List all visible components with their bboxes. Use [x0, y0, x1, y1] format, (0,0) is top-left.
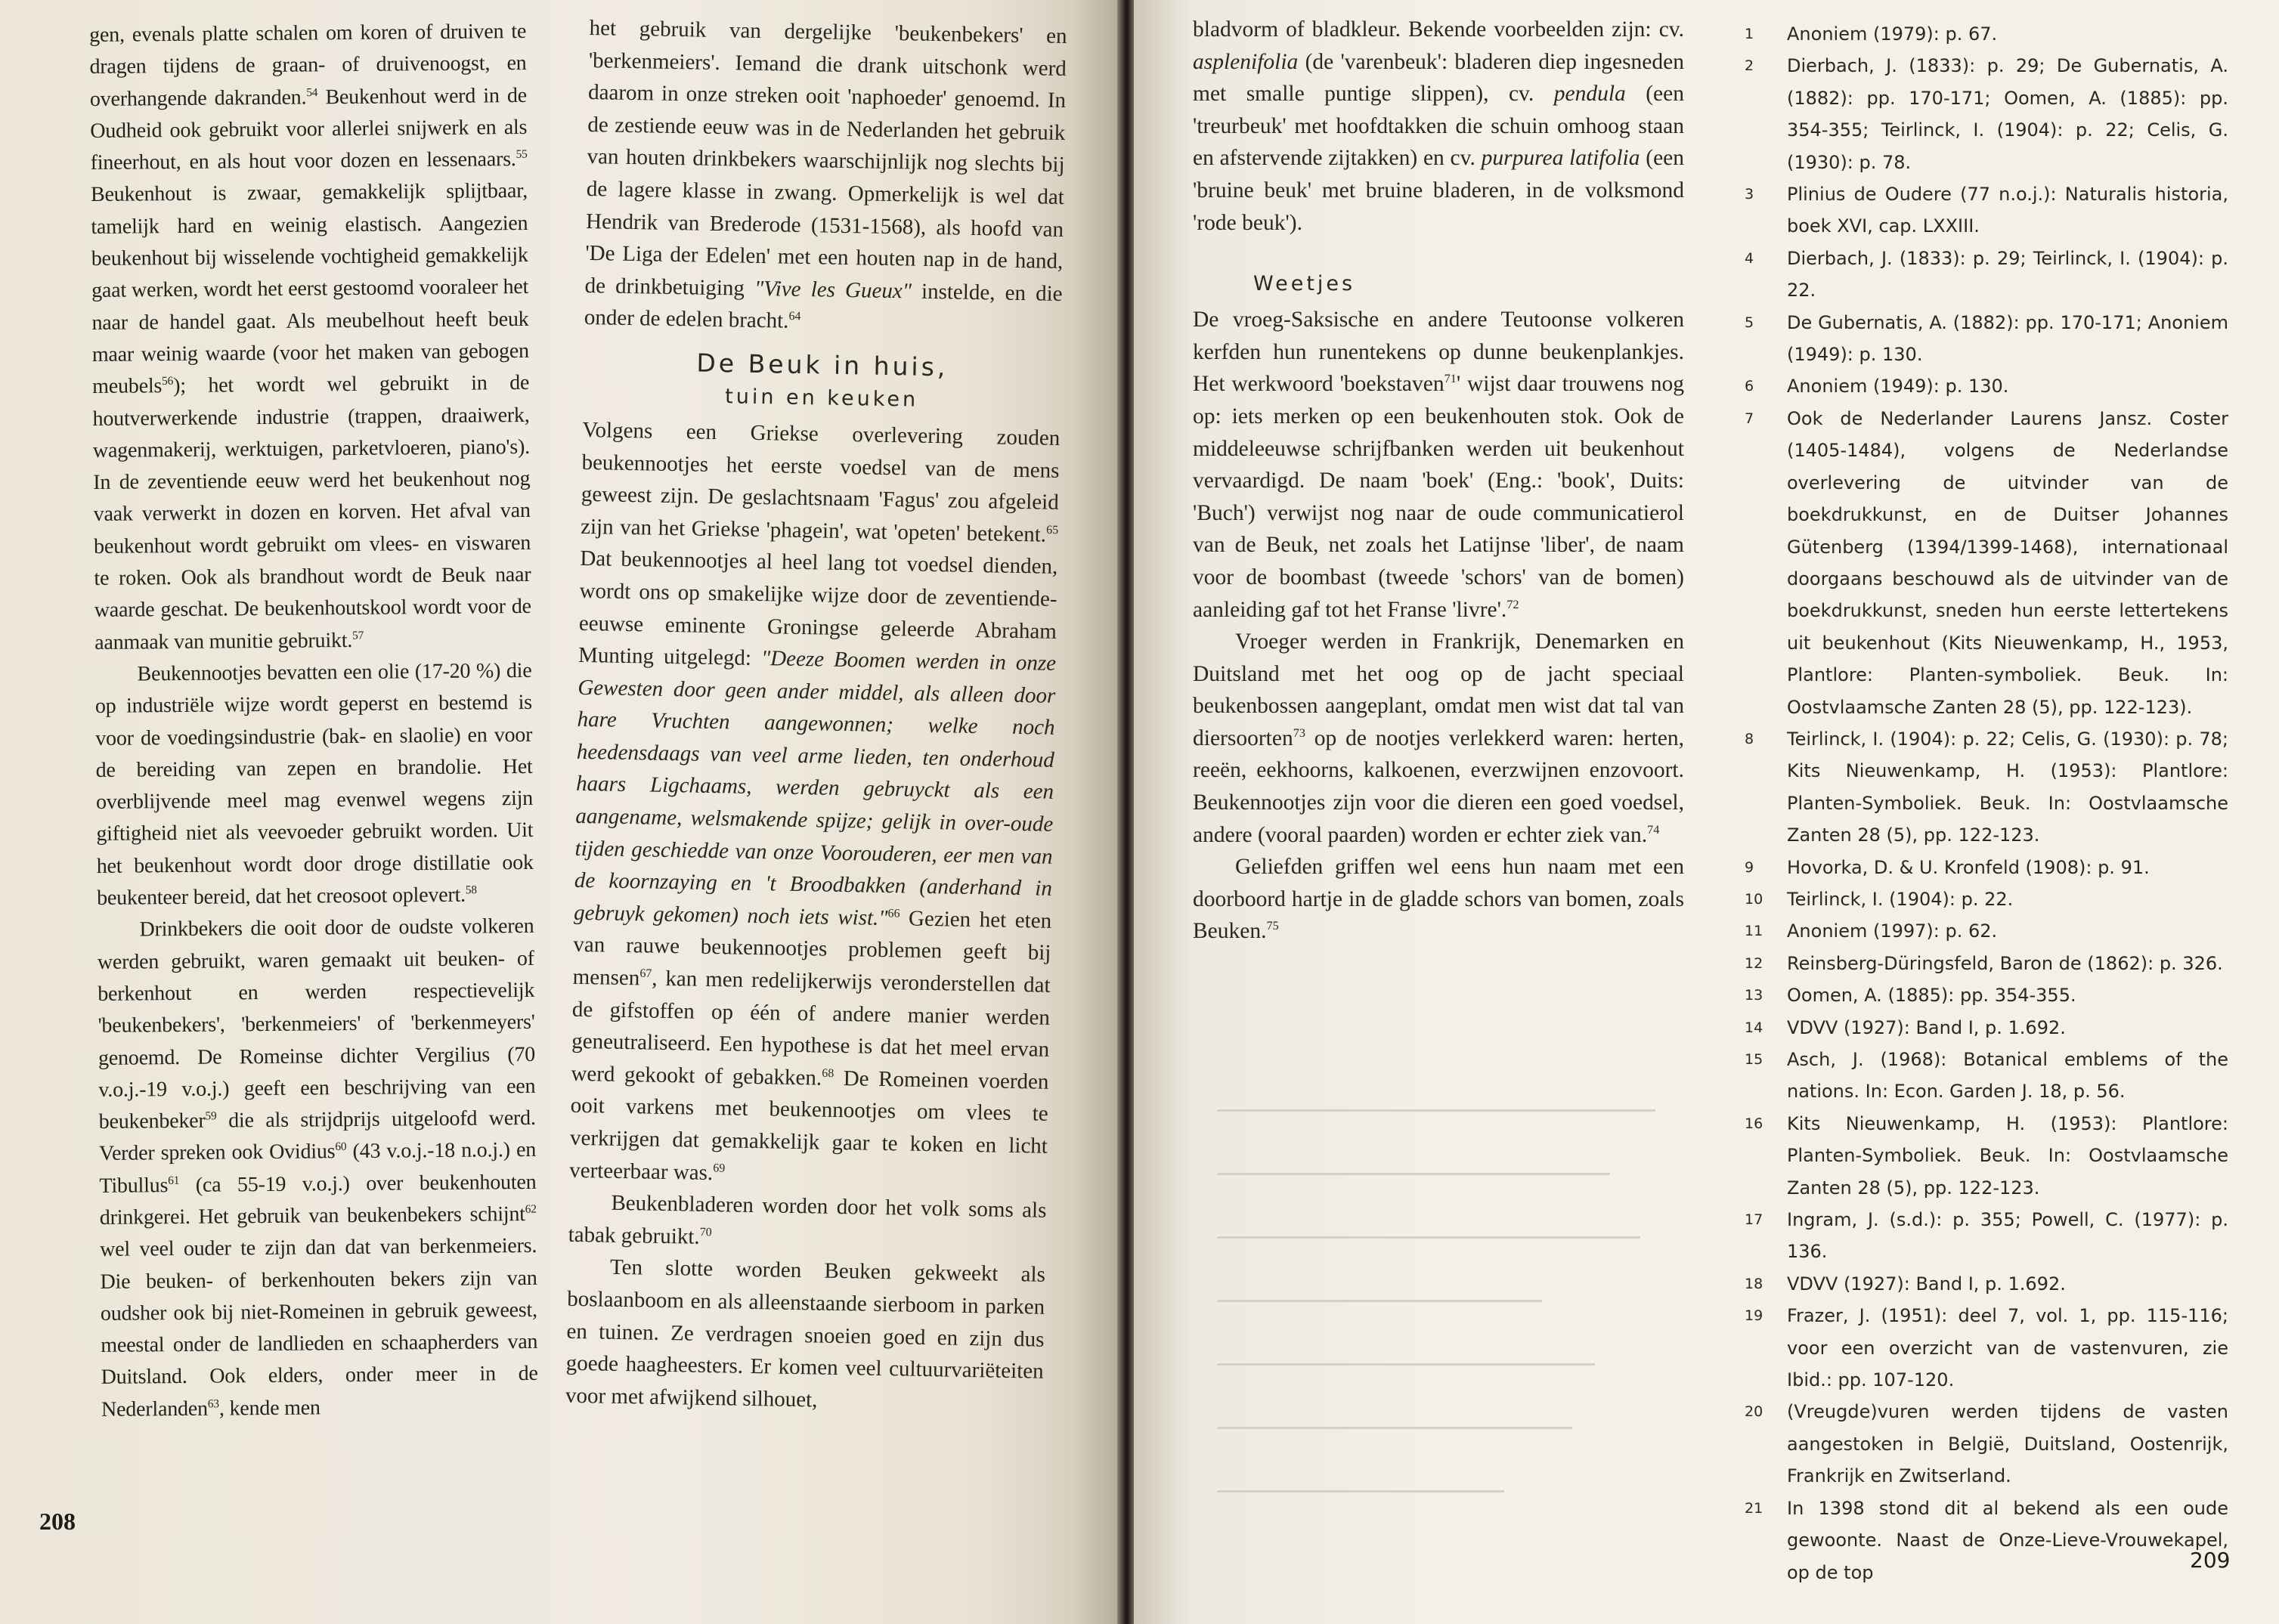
- paragraph-intro: [584, 12, 1067, 342]
- paragraph-text: Geliefden griffen wel eens hun naam met een doorboord hartje in de gladde schors van bomen, zoals Beuken.: [1193, 855, 1684, 944]
- section-heading: [583, 345, 1061, 419]
- bleed-through-line: [1217, 1427, 1572, 1429]
- cultivar-name: pendula: [1553, 82, 1626, 107]
- book-gutter: [1117, 0, 1134, 1624]
- footnote-number: 10: [1745, 890, 1763, 908]
- bleed-through-line: [1217, 1236, 1640, 1239]
- bleed-through-line: [1217, 1490, 1504, 1493]
- footnote-number: 17: [1745, 1211, 1763, 1229]
- paragraph: [1193, 304, 1684, 626]
- footnote-text: Ook de Nederlander Laurens Jansz. Coster (1405-1484), volgens de Nederlandse overlevering de uitvinder van de boekdrukkunst, en de Duitser Johannes Gütenberg (1394/1399-1468), internationaal doorgaans beschouwd als de uitvinder van de boekdrukkunst, sneden hun eerste lettertekens uit beukenhout (Kits Nieuwenkamp, H., 1953, Plantlore: Planten-symboliek. Beuk. In: Oostvlaamsche Zanten 28 (5), pp. 122-123).: [1787, 407, 2228, 718]
- bleed-through-line: [1217, 1173, 1610, 1175]
- footnote-ref: 73: [1293, 726, 1305, 741]
- paragraph-text: (ca 55-19 v.o.j.) over beukenhouten drinkgerei. Het gebruik van beukenbekers schijnt: [99, 1170, 537, 1230]
- paragraph-text: (de 'varenbeuk': bladeren diep ingesneden met smalle puntige slippen), cv.: [1193, 49, 1684, 107]
- footnote-text: Frazer, J. (1951): deel 7, vol. 1, pp. 115-116; voor een overzicht van de vastenvuren, zie Ibid.: pp. 107-120.: [1787, 1305, 2228, 1391]
- paragraph-text: (een 'bruine beuk' met bruine bladeren, in de volksmond 'rode beuk').: [1193, 146, 1684, 235]
- bleed-through-line: [1217, 1363, 1595, 1366]
- footnote-ref: 54: [306, 85, 318, 99]
- paragraph: [89, 16, 531, 659]
- footnote-text: Dierbach, J. (1833): p. 29; Teirlinck, I. (1904): p. 22.: [1787, 247, 2228, 302]
- footnote-ref: 55: [516, 147, 528, 161]
- footnote-item: [1745, 50, 2228, 178]
- paragraph-text: bladvorm of bladkleur. Bekende voorbeelden zijn: cv.: [1193, 17, 1684, 42]
- paragraph-text: Vroeger werden in Frankrijk, Denemarken en Duitsland met het oog op de jacht speciaal beukenbossen aangeplant, omdat men wist dat tal van diersoorten: [1193, 629, 1684, 750]
- paragraph-text: die als strijdprijs uitgeloofd werd. Verder spreken ook Ovidius: [98, 1106, 536, 1166]
- footnote-item: [1745, 1268, 2228, 1300]
- footnote-ref: 63: [207, 1397, 219, 1411]
- footnote-ref: 68: [822, 1066, 834, 1081]
- paragraph-text: op de nootjes verlekkerd waren: herten, reeën, eekhoorns, kalkoenen, everzwijnen enzovoort. Beukennootjes zijn voor die dieren een goed voedsel, andere (vooral paarden) worden er echter ziek van.: [1193, 725, 1684, 847]
- footnote-ref: 72: [1506, 597, 1519, 611]
- footnote-text: Anoniem (1997): p. 62.: [1787, 920, 1998, 942]
- paragraph-text: Beukenhout werd in de Oudheid ook gebruikt voor allerlei snijwerk en als fineerhout, en als hout voor dozen en lessenaars.: [90, 83, 528, 175]
- footnote-text: (Vreugde)vuren werden tijdens de vasten aangestoken in België, Duitsland, Oostenrijk, Frankrijk en Zwitserland.: [1787, 1401, 2228, 1487]
- paragraph-text: , kende men: [218, 1396, 320, 1421]
- cultivar-name: asplenifolia: [1193, 49, 1299, 74]
- weetjes-heading: Weetjes: [1253, 272, 1356, 296]
- paragraph-text: Beukenhout is zwaar, gemakkelijk splijtbaar, tamelijk hard en weinig elastisch. Aangezien beukenhout bij wisselende vochtigheid gemakkelijk gaat werken, wordt het eerst gestoomd vooraleer het naar de handel gaat. Als meubelhout heeft beuk maar weinig waarde (voor het maken van gebogen meubels: [90, 179, 529, 399]
- paragraph-text: Beukenbladeren worden door het volk soms als tabak gebruikt.: [568, 1190, 1047, 1249]
- paragraph: [568, 1186, 1046, 1259]
- paragraph-text: De vroeg-Saksische en andere Teutoonse volkeren kerfden hun runentekens op dunne beukenplankjes. Het werkwoord 'boekstaven: [1193, 308, 1684, 397]
- footnote-item: [1745, 1396, 2228, 1492]
- footnote-number: 13: [1745, 987, 1763, 1004]
- footnote-item: [1745, 1204, 2228, 1268]
- page-number-left: 208: [39, 1508, 76, 1535]
- footnote-text: Kits Nieuwenkamp, H. (1953): Plantlore: Planten-Symboliek. Beuk. In: Oostvlaamsche Zanten 28 (5), pp. 122-123.: [1787, 1112, 2228, 1199]
- footnote-item: [1745, 1044, 2228, 1108]
- footnote-ref: 70: [699, 1225, 712, 1239]
- heading-line-1: De Beuk in huis,: [696, 348, 949, 382]
- footnote-number: 15: [1745, 1051, 1763, 1068]
- paragraph-text: gen, evenals platte schalen om koren of druiven te dragen tijdens de graan- of druivenoogst, en overhangende dakranden.: [89, 19, 527, 111]
- paragraph-text: Volgens een Griekse overlevering zouden beukennootjes het eerste voedsel van de mens geweest zijn. De geslachtsnaam 'Fagus' zou afgeleid zijn van het Griekse 'phagein', wat 'opeten' betekent.: [580, 417, 1061, 547]
- footnote-ref: 57: [352, 629, 364, 642]
- footnote-ref: 58: [465, 883, 477, 897]
- footnote-text: VDVV (1927): Band I, p. 1.692.: [1787, 1273, 2066, 1295]
- quotation-text: "Vive les Gueux": [754, 276, 912, 304]
- paragraph-text: Beukennootjes bevatten een olie (17-20 %) die op industriële wijze wordt geperst en bestemd is voor de voedingsindustrie (bak- en slaolie) en voor de bereiding van zepen en brandolie. Het overblijvende meel mag evenwel wegens zijn giftigheid niet als veevoeder gebruikt worden. Uit het beukenhout wordt door droge distillatie ook beukenteer bereid, dat het creosoot oplevert.: [94, 658, 534, 910]
- footnote-ref: 61: [168, 1174, 180, 1187]
- cultivar-name: purpurea latifolia: [1481, 146, 1640, 171]
- paragraph-text: Drinkbekers die ooit door de oudste volkeren werden gebruikt, waren gemaakt uit beuken- of berkenhout en werden respectievelijk 'beukenbekers', 'berkenmeiers' of 'berkenmeyers' genoemd. De Romeinse dichter Vergilius (70 v.o.j.-19 v.o.j.) geeft een beschrijving van een beukenbeker: [97, 914, 536, 1134]
- footnote-text: In 1398 stond dit al bekend als een oude gewoonte. Naast de Onze-Lieve-Vrouwekapel, op de top: [1787, 1497, 2228, 1583]
- footnote-text: Hovorka, D. & U. Kronfeld (1908): p. 91.: [1787, 856, 2150, 878]
- footnote-item: [1745, 723, 2228, 852]
- footnote-text: Oomen, A. (1885): pp. 354-355.: [1787, 985, 2076, 1007]
- footnote-number: 12: [1745, 954, 1763, 972]
- paragraph-text: wel veel ouder te zijn dan dat van berkenmeiers. Die beuken- of berkenhouten bekers zijn van oudsher ook bij niet-Romeinen in gebruik geweest, meestal onder de landlieden en schaapherders van Duitsland. Ook elders, onder meer in de Nederlanden: [100, 1234, 538, 1421]
- footnote-number: 19: [1745, 1307, 1763, 1325]
- section-body: [565, 414, 1061, 1420]
- footnote-ref: 74: [1647, 822, 1660, 837]
- footnote-number: 7: [1745, 410, 1754, 427]
- paragraph-text: ); het wordt wel gebruikt in de houtverwerkende industrie (trappen, draaiwerk, wagenmakerij, werktuigen, parketvloeren, piano's). In de zeventiende eeuw werd het beukenhout nog vaak verwerkt in dozen en korven. Het afval van beukenhout wordt gebruikt om vlees- en viswaren te roken. Ook als brandhout wordt de Beuk naar waarde geschat. De beukenhoutskool wordt voor de aanmaak van munitie gebruikt.: [92, 371, 531, 654]
- footnote-text: Teirlinck, I. (1904): p. 22.: [1787, 888, 2014, 910]
- footnote-item: [1745, 1493, 2231, 1588]
- quotation-text: "Deeze Boomen werden in onze Gewesten door geen ander middel, als alleen door hare Vruchten aangewonnen; welke noch heedensdaags van veel arme lieden, ten onderhoud haars Ligchaams, werden gebruyckt als een aangename, welsmakende spijze; gelijk in over-oude tijden geschiedde van onze Voorouderen, eer men van de koornzaying en 't Broodbakken (anderhand in gebruyk gekomen) noch iets wist.": [573, 646, 1057, 930]
- footnote-ref: 67: [639, 967, 652, 981]
- footnote-item: [1745, 915, 2228, 947]
- footnote-item: [1745, 1012, 2228, 1044]
- left-column-1: [89, 16, 539, 1493]
- footnote-item: [1745, 1300, 2228, 1396]
- left-page: [0, 0, 1117, 1624]
- left-column-2: [564, 12, 1067, 1502]
- footnote-number: 2: [1745, 57, 1754, 75]
- footnote-text: De Gubernatis, A. (1882): pp. 170-171; Anoniem (1949): p. 130.: [1787, 311, 2228, 366]
- footnote-ref: 71: [1444, 372, 1457, 386]
- heading-line-2: tuin en keuken: [724, 385, 919, 412]
- footnote-number: 5: [1745, 314, 1754, 331]
- paragraph: [1193, 626, 1684, 851]
- footnote-number: 8: [1745, 730, 1754, 747]
- paragraph-text: (43 v.o.j.-18 n.o.j.) en Tibullus: [99, 1138, 537, 1198]
- bleed-through-line: [1217, 1300, 1542, 1302]
- footnote-text: Anoniem (1979): p. 67.: [1787, 23, 1998, 45]
- paragraph-text: Dat beukennootjes al heel lang tot voedsel dienden, wordt ons op smakelijke wijze door de zeventiende-eeuwse eminente Groningse geleerde Abraham Munting uitgelegd:: [577, 546, 1058, 671]
- footnote-number: 6: [1745, 378, 1754, 395]
- footnote-item: [1745, 979, 2228, 1011]
- paragraph-text: Ten slotte worden Beuken gekweekt als boslaanboom en als alleenstaande sierboom in parken en tuinen. Ze verdragen snoeien goed en zijn dus goede haagheesters. Er komen veel cultuurvariëteiten voor met afwijkend silhouet,: [565, 1255, 1046, 1412]
- paragraph: [97, 911, 538, 1426]
- footnote-ref: 59: [205, 1109, 217, 1123]
- footnote-item: [1745, 243, 2228, 307]
- footnote-text: VDVV (1927): Band I, p. 1.692.: [1787, 1016, 2066, 1038]
- footnote-ref: 65: [1046, 523, 1059, 537]
- paragraph-text: instelde, en die onder de edelen bracht.: [584, 279, 1063, 334]
- footnote-number: 14: [1745, 1019, 1763, 1036]
- paragraph-text: (een 'treurbeuk' met hoofdtakken die schuin omhoog staan en afstervende zijtakken) en cv.: [1193, 82, 1684, 171]
- footnote-ref: 64: [788, 310, 801, 323]
- footnote-item: [1745, 1108, 2228, 1204]
- footnote-number: 4: [1745, 249, 1754, 267]
- footnote-item: [1745, 370, 2228, 402]
- footnote-item: [1745, 852, 2228, 883]
- footnote-item: [1745, 883, 2228, 915]
- footnote-number: 9: [1745, 858, 1754, 876]
- footnote-number: 18: [1745, 1275, 1763, 1292]
- footnote-number: 11: [1745, 923, 1763, 940]
- weetjes-body: [1193, 304, 1684, 948]
- paragraph: [565, 1251, 1046, 1420]
- page-number-right: 209: [2190, 1548, 2231, 1573]
- footnote-number: 21: [1745, 1499, 1763, 1517]
- footnote-item: [1745, 948, 2228, 979]
- footnote-item: [1745, 18, 2228, 50]
- footnote-text: Asch, J. (1968): Botanical emblems of the nations. In: Econ. Garden J. 18, p. 56.: [1787, 1049, 2228, 1103]
- footnotes-list: [1745, 18, 2231, 1588]
- footnote-text: Dierbach, J. (1833): p. 29; De Gubernatis, A. (1882): pp. 170-171; Oomen, A. (1885): pp. 354-355; Teirlinck, I. (1904): p. 22; Celis, G. (1930): p. 78.: [1787, 55, 2228, 173]
- footnote-text: Teirlinck, I. (1904): p. 22; Celis, G. (1930): p. 78; Kits Nieuwenkamp, H. (1953): Plantlore: Planten-Symboliek. Beuk. In: Oostvlaamsche Zanten 28 (5), pp. 122-123.: [1787, 728, 2228, 846]
- footnote-ref: 60: [335, 1140, 347, 1154]
- paragraph: [569, 414, 1061, 1195]
- footnote-text: Reinsberg-Düringsfeld, Baron de (1862): p. 326.: [1787, 952, 2223, 974]
- paragraph: [94, 655, 534, 914]
- footnote-ref: 75: [1266, 919, 1279, 933]
- paragraph-text: ' wijst daar trouwens nog op: iets merken op een beukenhouten stok. Ook de middeleeuwse schrijfbanken werden uit beukenhout vervaardigd. De naam 'boek' (Eng.: 'book', Duits: 'Buch') verwijst nog naar de oude communicatierol van de Beuk, net zoals het Latijnse 'liber', de naam voor de boombast (tweede 'schors' van de bomen) aanleiding gaf tot het Franse 'livre'.: [1193, 372, 1684, 622]
- footnote-number: 3: [1745, 186, 1754, 203]
- footnote-text: Plinius de Oudere (77 n.o.j.): Naturalis historia, boek XVI, cap. LXXIII.: [1787, 184, 2228, 237]
- paragraph-varieties: [1193, 14, 1684, 239]
- footnote-text: Ingram, J. (s.d.): p. 355; Powell, C. (1977): p. 136.: [1787, 1209, 2228, 1263]
- footnote-ref: 69: [713, 1162, 726, 1175]
- footnote-text: Anoniem (1949): p. 130.: [1787, 376, 2009, 397]
- footnote-number: 1: [1745, 26, 1754, 42]
- footnote-item: [1745, 403, 2228, 723]
- footnote-ref: 66: [887, 907, 900, 920]
- paragraph-text: Gezien het eten van rauwe beukennootjes problemen geeft bij mensen: [572, 906, 1052, 991]
- footnote-number: 16: [1745, 1115, 1763, 1132]
- right-column-1: [1193, 14, 1684, 1056]
- paragraph: [1193, 851, 1684, 948]
- footnote-number: 20: [1745, 1403, 1763, 1421]
- footnote-item: [1745, 307, 2228, 371]
- footnote-ref: 56: [162, 374, 174, 388]
- bleed-through-line: [1217, 1109, 1655, 1112]
- paragraph-text: het gebruik van dergelijke 'beukenbekers' en 'berkenmeiers'. Iemand die drank uitschonk werd daarom in onze streken ooit 'naphoeder' genoemd. In de zestiende eeuw was in de Nederlanden het gebruik van houten drinkbekers waarschijnlijk nog slechts bij de lagere klasse in zwang. Opmerkelijk is wel dat Hendrik van Brederode (1531-1568), als hoofd van 'De Liga der Edelen' met een houten nap in de hand, de drinkbetuiging: [584, 15, 1067, 301]
- paragraph-text: , kan men redelijkerwijs veronderstellen dat de gifstoffen op één of andere manier werden geneutraliseerd. Een hypothese is dat het meel ervan werd gekookt of gebakken.: [571, 966, 1051, 1090]
- paragraph-text: De Romeinen voerden ooit varkens met beukennootjes om vlees te verkrijgen dat gemakkelijk gaar te koken en licht verteerbaar was.: [568, 1066, 1049, 1185]
- footnote-ref: 62: [525, 1202, 537, 1216]
- footnote-item: [1745, 178, 2228, 243]
